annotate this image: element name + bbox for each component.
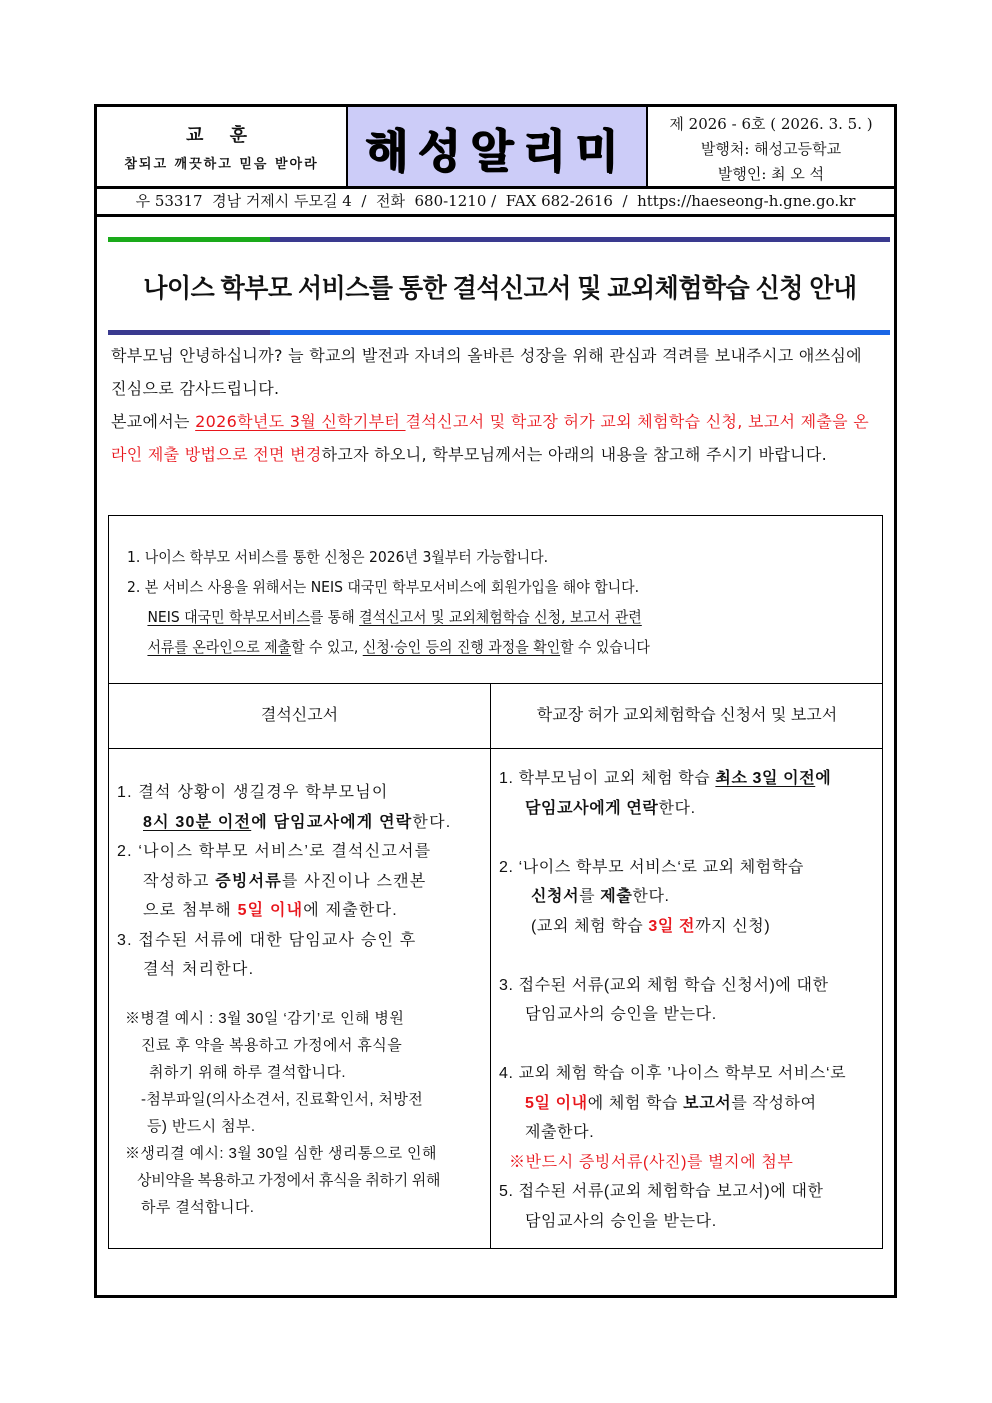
notice-change-highlight: 결석신고서 및 학교장 허가 교외 체험학습 신청, 보고서 제출을 온라인 제출 방법으로 전면 변경 (111, 412, 870, 464)
issuer: 발행인: 최 오 석 (717, 165, 825, 183)
attachment-warning: ※반드시 증빙서류(사진)를 별지에 첨부 (509, 1153, 794, 1171)
publication-name: 해성알리미 (365, 124, 629, 178)
info-box (108, 515, 883, 1249)
motto-title: 교 훈 (185, 125, 258, 146)
address-line: 우 53317 경남 거제시 두모길 4 / 전화 680-1210 / FAX 682-2616 / https://haeseong-h.gne.go.kr (97, 189, 894, 217)
notice-date-highlight: 2026학년도 3월 신학기부터 (195, 412, 406, 431)
field-trip-column: 1. 학부모님이 교외 체험 학습 최소 3일 이전에 담임교사에게 연락한다. 2. ‘나이스 학부모 서비스‘로 교외 체험학습 신청서를 제출한다. (교외 체험 학습 3일 전까지 신청) 3. 접수된 서류(교외 체험 학습 신청서)에 대한 담임교사의 승인을 받는다. 4. 교외 체험 학습 이후 ’나이스 학부모 서비스‘로 5일 이내에 체험 학습 보고서를 작성하여 제출한다. ※반드시 증빙서류(사진)를 별지에 첨부 5. 접수된 서류(교외 체험학습 보고서)에 대한 담임교사의 승인을 받는다. (499, 770, 847, 1230)
column-divider (490, 683, 491, 1248)
note-item-2-detail-1: NEIS 대국민 학부모서비스를 통해 결석신고서 및 교외체험학습 신청, 보고서 관련 (147, 608, 642, 626)
top-bar-navy (270, 237, 890, 242)
absence-examples: ※병결 예시 : 3월 30일 ‘감기’로 인해 병원 진료 후 약을 복용하고 가정에서 휴식을 취하기 위해 하루 결석합니다. -첨부파일(의사소견서, 진료확인서, 처방전 등) 반드시 첨부. ※생리결 예시: 3월 30일 심한 생리통으로 인해 상비약을 복용하고 가정에서 휴식을 취하기 위해 하루 결석합니다. (125, 1009, 441, 1216)
intro-text (111, 339, 871, 471)
absence-column: 1. 결석 상황이 생길경우 학부모님이 8시 30분 이전에 담임교사에게 연락한다. 2. ‘나이스 학부모 서비스’로 결석신고서를 작성하고 증빙서류를 사진이나 스캔본 으로 첨부해 5일 이내에 제출한다. 3. 접수된 서류에 대한 담임교사 승인 후 결석 처리한다. ※병결 예시 : 3월 30일 ‘감기’로 인해 병원 진료 후 약을 복용하고 가정에서 휴식을 취하기 위해 하루 결석합니다. -첨부파일(의사소견서, 진료확인서, 처방전 등) 반드시 첨부. ※생리결 예시: 3월 30일 심한 생리통으로 인해 상비약을 복용하고 가정에서 휴식을 취하기 위해 하루 결석합니다. (117, 778, 451, 1221)
intro-greeting: 학부모님 안녕하십니까? 늘 학교의 발전과 자녀의 올바른 성장을 위해 관심과 격려를 보내주시고 애쓰심에 진심으로 감사드립니다. (111, 346, 862, 398)
top-bar-green (108, 237, 270, 242)
header-absence-report: 결석신고서 (260, 707, 339, 724)
page-title: 나이스 학부모 서비스를 통한 결석신고서 및 교외체험학습 신청 안내 (143, 273, 857, 303)
issue-number: 제 2026 - 6호 ( 2026. 3. 5. ) (669, 115, 873, 133)
publication-title-cell (348, 107, 648, 186)
note-item-1: 1. 나이스 학부모 서비스를 통한 신청은 2026년 3월부터 가능합니다. (127, 548, 549, 566)
bottom-bar-blue (270, 330, 890, 335)
service-notes (127, 542, 815, 662)
school-motto-cell (97, 107, 348, 186)
header-field-trip: 학교장 허가 교외체험학습 신청서 및 보고서 (536, 707, 838, 724)
issue-info-cell (648, 107, 894, 186)
table-header-row (109, 683, 882, 749)
newsletter-header (97, 107, 894, 189)
motto-text: 참되고 깨끗하고 믿음 받아라 (124, 157, 319, 172)
bottom-bar-navy (108, 330, 270, 335)
publisher: 발행처: 해성고등학교 (700, 140, 842, 158)
intro-notice: 본교에서는 2026학년도 3월 신학기부터 결석신고서 및 학교장 허가 교외 체험학습 신청, 보고서 제출을 온라인 제출 방법으로 전면 변경하고자 하오니, 학부모님께서는 아래의 내용을 참고해 주시기 바랍니다. (111, 412, 870, 464)
note-item-2-detail-2: 서류를 온라인으로 제출할 수 있고, 신청·승인 등의 진행 과정을 확인할 수 있습니다 (147, 638, 650, 656)
note-item-2: 2. 본 서비스 사용을 위해서는 NEIS 대국민 학부모서비스에 회원가입을 해야 합니다. (127, 578, 640, 596)
